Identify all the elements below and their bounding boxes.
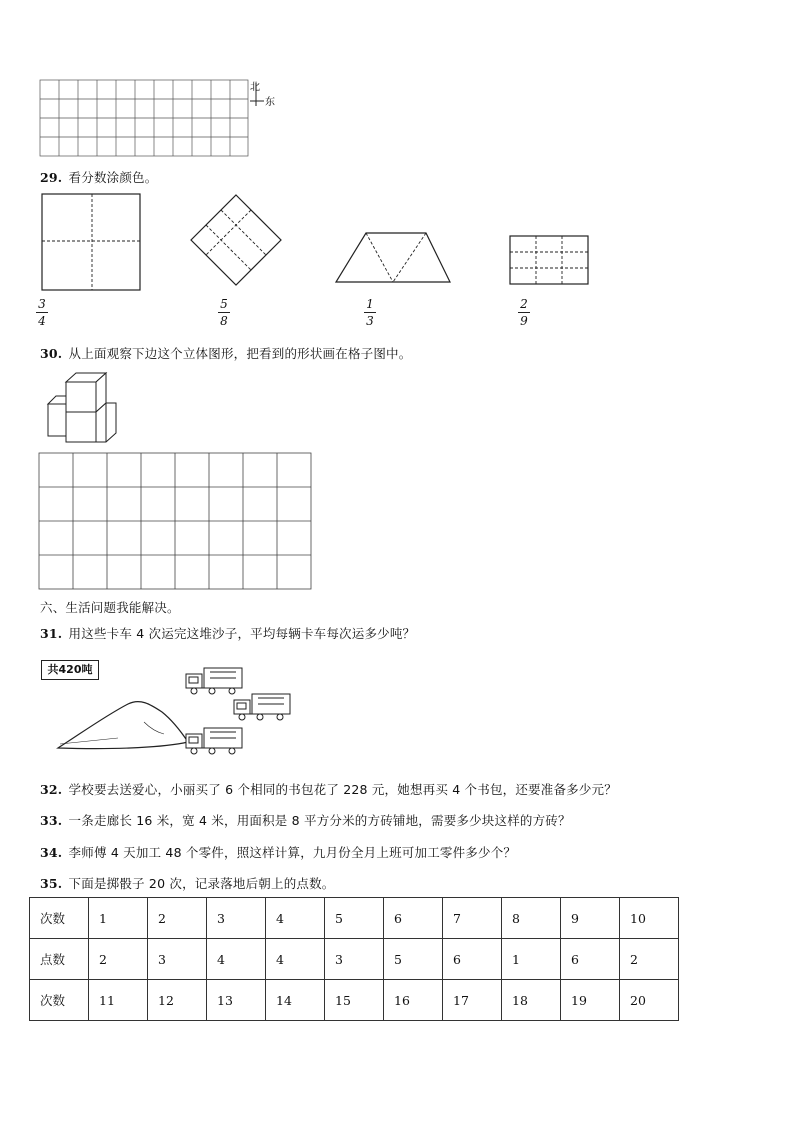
table-cell: 19	[561, 980, 620, 1021]
question-30	[40, 344, 411, 362]
table-cell: 20	[620, 980, 679, 1021]
table-cell: 15	[325, 980, 384, 1021]
fraction-label: 2 9	[517, 297, 531, 328]
row-header: 次数	[30, 980, 89, 1021]
question-31	[40, 624, 415, 642]
table-cell: 7	[443, 898, 502, 939]
table-cell: 4	[207, 939, 266, 980]
table-cell: 6	[443, 939, 502, 980]
table-cell: 14	[266, 980, 325, 1021]
table-cell: 3	[207, 898, 266, 939]
shape-rectangle	[510, 236, 588, 284]
table-cell: 1	[502, 939, 561, 980]
question-35	[40, 874, 335, 892]
table-cell: 11	[89, 980, 148, 1021]
fraction-label: 1 3	[363, 297, 377, 328]
table-cell: 5	[325, 898, 384, 939]
table-cell: 10	[620, 898, 679, 939]
table-cell: 16	[384, 980, 443, 1021]
question-text: 学校要去送爱心，小丽买了 6 个相同的书包花了 228 元，她想再买 4 个书包，还要准备多少元？	[68, 782, 617, 797]
table-cell: 12	[148, 980, 207, 1021]
question-32	[40, 780, 617, 798]
table-cell: 17	[443, 980, 502, 1021]
table-cell: 6	[384, 898, 443, 939]
shape-trapezoid	[336, 233, 450, 282]
question-33	[40, 811, 571, 829]
table-cell: 13	[207, 980, 266, 1021]
question-number: 35.	[40, 876, 63, 891]
table-row	[30, 898, 679, 939]
question-text: 用这些卡车 4 次运完这堆沙子，平均每辆卡车每次运多少吨？	[68, 626, 416, 641]
table-cell: 3	[325, 939, 384, 980]
table-cell: 3	[148, 939, 207, 980]
table-cell: 18	[502, 980, 561, 1021]
answer-grid[interactable]	[38, 452, 314, 592]
table-cell: 2	[620, 939, 679, 980]
table-cell: 4	[266, 939, 325, 980]
cube-figure	[44, 370, 124, 448]
question-29	[40, 168, 157, 186]
shape-square	[42, 194, 140, 290]
question-number: 34.	[40, 845, 63, 860]
dice-record-table	[29, 897, 679, 1021]
table-cell: 6	[561, 939, 620, 980]
question-text: 下面是掷骰子 20 次，记录落地后朝上的点数。	[68, 876, 335, 891]
top-drawing-grid	[38, 78, 288, 158]
table-cell: 1	[89, 898, 148, 939]
sand-pile-icon	[58, 702, 188, 749]
row-header: 点数	[30, 939, 89, 980]
shape-diamond	[191, 195, 281, 285]
question-number: 29.	[40, 170, 63, 185]
question-number: 33.	[40, 813, 63, 828]
table-row	[30, 980, 679, 1021]
fraction-label: 5 8	[217, 297, 231, 328]
question-34	[40, 843, 516, 861]
truck-icon	[186, 668, 242, 694]
sand-sign: 共420吨	[41, 660, 99, 680]
question-number: 30.	[40, 346, 63, 361]
compass-east-label: 东	[265, 97, 275, 108]
table-cell: 2	[148, 898, 207, 939]
compass-north-label: 北	[250, 82, 260, 93]
table-row	[30, 939, 679, 980]
question-text: 李师傅 4 天加工 48 个零件，照这样计算，九月份全月上班可加工零件多少个？	[68, 845, 517, 860]
question-number: 32.	[40, 782, 63, 797]
table-cell: 2	[89, 939, 148, 980]
section-heading: 六、生活问题我能解决。	[40, 600, 180, 615]
question-text: 一条走廊长 16 米，宽 4 米，用面积是 8 平方分米的方砖铺地，需要多少块这样的方砖？	[68, 813, 571, 828]
table-cell: 5	[384, 939, 443, 980]
row-header: 次数	[30, 898, 89, 939]
question-number: 31.	[40, 626, 63, 641]
truck-icon	[234, 694, 290, 720]
question-text: 看分数涂颜色。	[68, 170, 158, 185]
truck-icon	[186, 728, 242, 754]
question-text: 从上面观察下边这个立体图形，把看到的形状画在格子图中。	[68, 346, 412, 361]
fraction-shapes	[38, 190, 598, 295]
fraction-label: 3 4	[35, 297, 49, 328]
sand-and-trucks	[40, 664, 310, 764]
table-cell: 8	[502, 898, 561, 939]
table-cell: 4	[266, 898, 325, 939]
table-cell: 9	[561, 898, 620, 939]
